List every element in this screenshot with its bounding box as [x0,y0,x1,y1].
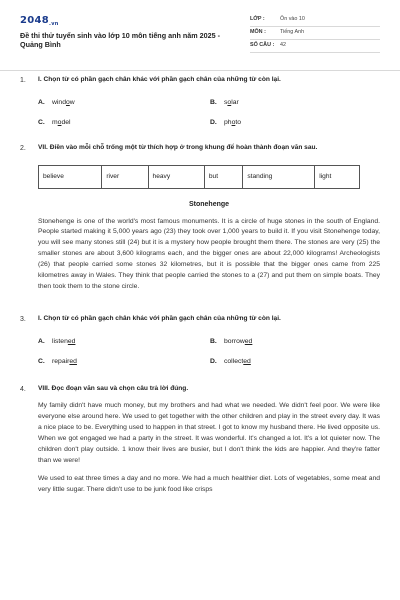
option-letter: A. [38,337,45,345]
word-box-cell: but [204,166,242,189]
answer-options [38,337,380,366]
passage-title: Stonehenge [188,201,230,209]
option-b[interactable] [210,98,382,107]
option-b[interactable] [210,337,382,346]
header-divider [0,70,400,71]
option-word: repaired [52,358,77,366]
question-number: 3. [20,316,26,324]
question-4 [20,385,380,495]
meta-value: Ôn vào 10 [280,16,305,23]
page-header [0,0,400,70]
option-c[interactable] [38,118,210,127]
question-2 [20,144,380,293]
reading-paragraph: My family didn't have much money, but my brothers and had what we needed. We didn't feel poor. We were like everyone else around here. We used to get together with the other children and play in the street every day. It was a nice place to be. Everything used to happen in that street. I got to know my husband there. He lived opposite us. When we got engaged we had a party in the street. It was wonderful. It's changed a lot. It's a lot quieter now. The children don't play outside. 1 know their lives are busier, but I don't think the kids are happier. And they're fatter than we were! [38,402,380,464]
option-word: listened [52,337,76,345]
word-box-cell: believe [39,166,102,189]
option-letter: D. [210,358,217,366]
meta-label: SỐ CÂU : [250,42,275,49]
option-letter: B. [210,337,217,345]
option-a[interactable] [38,337,210,346]
meta-value: Tiếng Anh [280,29,305,36]
option-letter: A. [38,98,45,106]
question-title: I. Chọn từ có phần gạch chân khác với phần gạch chân của những từ còn lại. [38,315,281,323]
question-title: VIII. Đọc đoạn văn sau và chọn câu trả lời đúng. [38,385,189,393]
word-box-cell: river [102,166,148,189]
option-letter: B. [210,98,217,106]
option-letter: D. [210,119,217,127]
meta-row-class [250,14,380,27]
reading-paragraph: We used to eat three times a day and no more. We had a much healthier diet. Lots of vegetables, some meat and very little sugar. There didn't use to be junk food like crisps [38,474,380,493]
option-word: model [52,119,71,127]
meta-value: 42 [280,42,286,49]
meta-row-count [250,40,380,53]
word-box [38,165,360,189]
logo-text: 2048 [20,15,50,26]
option-a[interactable] [38,98,210,107]
option-word: borrowed [224,337,253,345]
passage-text: Stonehenge is one of the world's most famous monuments. It is a circle of huge stones in the south of England. People started making it 5,000 years ago (23) they took over 1,000 years to build it. If you visit Stonehenge today, you will see many stones still (24) but it is a mystery how people brought them there. The stones are very (25) the smaller stones are about 3,600 kilograms each, and the bigger ones are about 22,000 kilograms! Archeologists (26) that people carried some stones 32 kilometres, but it is possible that the bigger ones came from 225 kilometres away in Wales. They think that people carried the stones to a (27) and put them on simple boats. They then took them to the stone circle. [38,217,380,291]
word-box-cell: heavy [148,166,204,189]
option-word: window [52,98,75,106]
word-box-cell: light [315,166,360,189]
question-list [0,76,400,496]
option-letter: C. [38,119,45,127]
option-word: collected [224,358,251,366]
option-d[interactable] [210,357,382,366]
answer-options [38,98,380,127]
option-word: photo [224,119,242,127]
question-number: 4. [20,386,26,394]
logo-domain: .vn [49,20,59,27]
exam-title: Đề thi thử tuyển sinh vào lớp 10 môn tiếng anh năm 2025 - Quảng Bình [20,30,221,50]
meta-label: LỚP : [250,16,265,23]
option-letter: C. [38,358,45,366]
meta-label: MÔN : [250,29,266,36]
meta-row-subject [250,27,380,40]
option-d[interactable] [210,118,382,127]
option-c[interactable] [38,357,210,366]
word-box-cell: standing [243,166,315,189]
question-number: 1. [20,77,26,84]
question-3 [20,315,380,366]
question-number: 2. [20,145,26,153]
question-1 [20,76,380,127]
option-word: solar [224,98,239,106]
question-title: I. Chọn từ có phần gạch chân khác với phần gạch chân của những từ còn lại. [38,76,281,83]
exam-meta [250,14,380,53]
question-title: VII. Điền vào mỗi chỗ trống một từ thích hợp ở trong khung để hoàn thành đoạn văn sau. [38,144,318,152]
